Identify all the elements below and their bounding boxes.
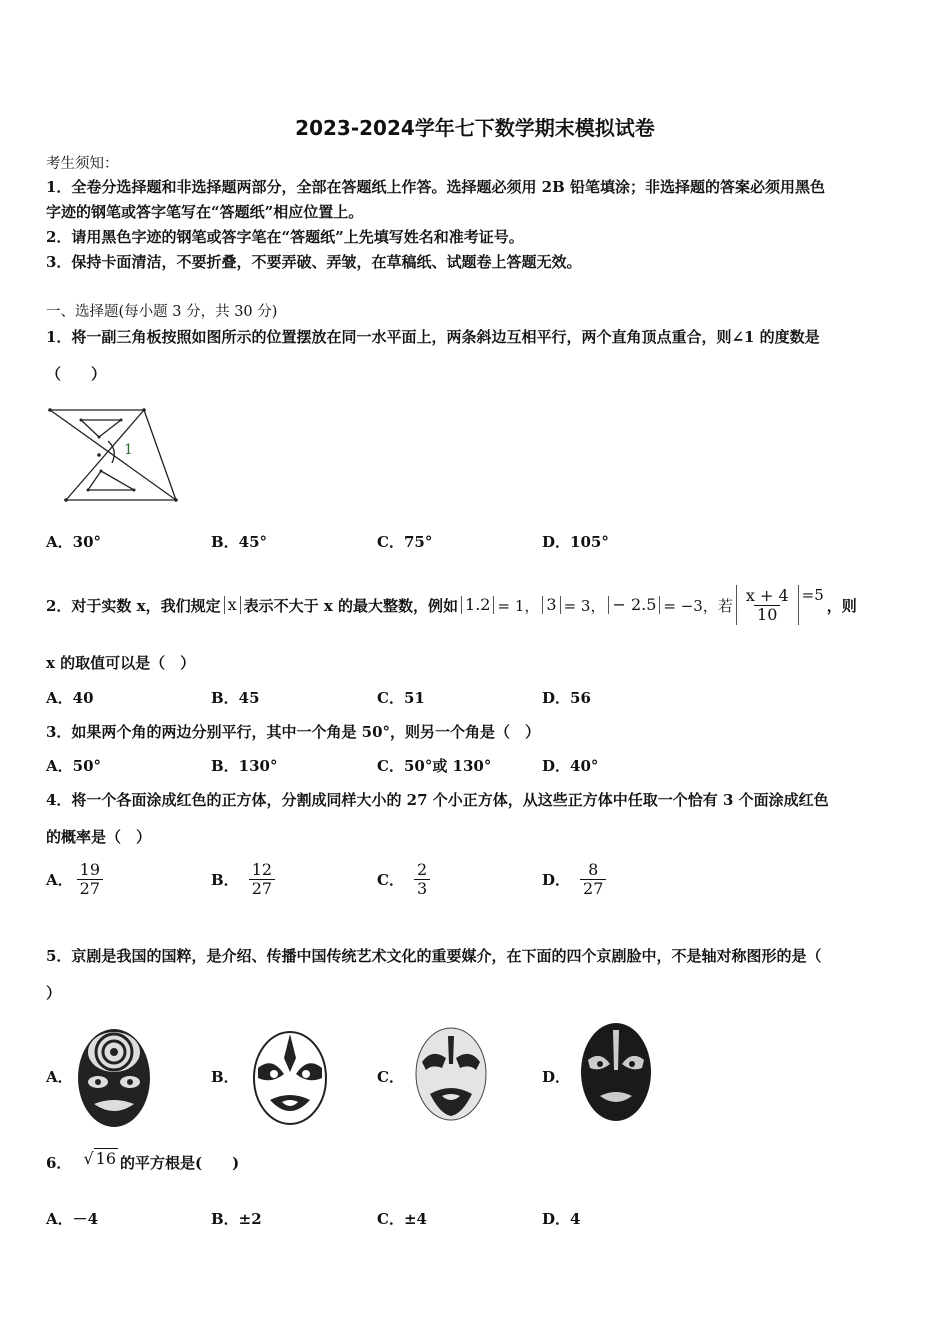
option-b bbox=[211, 861, 275, 897]
floor-example-1: 1.2 bbox=[461, 596, 494, 614]
opera-mask-c bbox=[412, 1024, 490, 1124]
fraction-denominator: 3 bbox=[414, 879, 430, 898]
fraction-denominator: 27 bbox=[77, 879, 103, 898]
question-4-line2: 的概率是（ ） bbox=[46, 828, 152, 846]
fraction-denominator: 27 bbox=[580, 879, 606, 898]
q6-rest: 的平方根是( ) bbox=[120, 1154, 240, 1172]
option-label: B． bbox=[211, 870, 239, 889]
question-number: 6． bbox=[46, 1154, 72, 1172]
option-b: B．130° bbox=[211, 757, 278, 775]
triangle-figure bbox=[46, 405, 186, 509]
option-d: D．4 bbox=[542, 1210, 581, 1228]
option-c: C．75° bbox=[377, 533, 433, 551]
option-a: A．50° bbox=[46, 757, 102, 775]
notice-item: 3．保持卡面清洁，不要折叠，不要弄破、弄皱，在草稿纸、试题卷上答题无效。 bbox=[46, 253, 582, 271]
option-c: C． bbox=[377, 1068, 404, 1086]
question-3-text: 3．如果两个角的两边分别平行，其中一个角是 50°，则另一个角是（ ） bbox=[46, 723, 541, 741]
fraction-denominator: 10 bbox=[754, 605, 780, 624]
option-b: B． bbox=[211, 1068, 239, 1086]
fraction-denominator: 27 bbox=[249, 879, 275, 898]
notice-item: 1．全卷分选择题和非选择题两部分，全部在答题纸上作答。选择题必须用 2B 铅笔填涂；非选择题的答案必须用黑色 bbox=[46, 178, 826, 196]
sqrt-expression: √ 16 bbox=[83, 1149, 116, 1168]
option-b: B．45° bbox=[211, 533, 268, 551]
option-d: D．40° bbox=[542, 757, 599, 775]
option-b: B．±2 bbox=[211, 1210, 262, 1228]
q2-result: = −3，若 bbox=[663, 596, 733, 615]
floor-x: x bbox=[224, 596, 241, 614]
fraction-numerator: x + 4 bbox=[745, 586, 789, 605]
angle-label: 1 bbox=[124, 442, 133, 458]
q2-part: 表示不大于 x 的最大整数，例如 bbox=[243, 596, 459, 615]
option-d bbox=[542, 861, 606, 897]
fraction-numerator: 12 bbox=[251, 860, 273, 879]
option-a bbox=[46, 861, 103, 897]
notice-item: 字迹的钢笔或答字笔写在“答题纸”相应位置上。 bbox=[46, 203, 364, 221]
question-2-text bbox=[46, 585, 857, 625]
question-2-line2: x 的取值可以是（ ） bbox=[46, 654, 196, 672]
option-label: D． bbox=[542, 870, 571, 889]
fraction-numerator: 2 bbox=[416, 860, 428, 879]
option-c: C．50°或 130° bbox=[377, 757, 492, 775]
notice-header: 考生须知： bbox=[46, 156, 119, 172]
floor-example-2: 3 bbox=[542, 596, 560, 614]
option-a: A．－4 bbox=[46, 1210, 99, 1228]
option-c bbox=[377, 861, 430, 897]
q2-result: = 1， bbox=[497, 596, 540, 615]
floor-fraction bbox=[736, 585, 799, 625]
opera-mask-d bbox=[578, 1020, 654, 1124]
question-1-text: 1．将一副三角板按照如图所示的位置摆放在同一水平面上，两条斜边互相平行，两个直角顶点重合，则∠1 的度数是 bbox=[46, 328, 820, 346]
question-1-blank: （ ） bbox=[46, 365, 107, 383]
radicand: 16 bbox=[95, 1149, 116, 1168]
option-d: D． bbox=[542, 1068, 571, 1086]
option-label: A． bbox=[46, 870, 73, 889]
q2-result: = 3， bbox=[563, 596, 606, 615]
question-4-text: 4．将一个各面涂成红色的正方体，分割成同样大小的 27 个小正方体，从这些正方体中任取一个恰有 3 个面涂成红色 bbox=[46, 791, 829, 809]
fraction-numerator: 19 bbox=[79, 860, 100, 879]
option-d: D．56 bbox=[542, 689, 591, 707]
question-5-line2: ） bbox=[46, 984, 62, 1002]
q2-result: =5 bbox=[801, 586, 824, 605]
q2-part: ，则 bbox=[826, 596, 857, 615]
q2-part: 2．对于实数 x，我们规定 bbox=[46, 596, 221, 615]
option-a: A．40 bbox=[46, 689, 94, 707]
option-c: C．±4 bbox=[377, 1210, 427, 1228]
option-b: B．45 bbox=[211, 689, 260, 707]
notice-item: 2．请用黑色字迹的钢笔或答字笔在“答题纸”上先填写姓名和准考证号。 bbox=[46, 228, 524, 246]
option-c: C．51 bbox=[377, 689, 425, 707]
option-a: A． bbox=[46, 1068, 73, 1086]
option-label: C． bbox=[377, 870, 404, 889]
option-d: D．105° bbox=[542, 533, 609, 551]
question-6-text bbox=[46, 1149, 240, 1176]
option-a: A．30° bbox=[46, 533, 102, 551]
opera-mask-a bbox=[74, 1026, 154, 1130]
floor-example-3: − 2.5 bbox=[608, 596, 660, 614]
question-5-text: 5．京剧是我国的国粹，是介绍、传播中国传统艺术文化的重要媒介，在下面的四个京剧脸中，不是轴对称图形的是（ bbox=[46, 947, 822, 965]
page-title: 2023-2024学年七下数学期末模拟试卷 bbox=[295, 116, 655, 140]
opera-mask-b bbox=[250, 1028, 330, 1128]
fraction-numerator: 8 bbox=[588, 860, 599, 879]
section-heading: 一、选择题(每小题 3 分，共 30 分) bbox=[46, 304, 278, 320]
